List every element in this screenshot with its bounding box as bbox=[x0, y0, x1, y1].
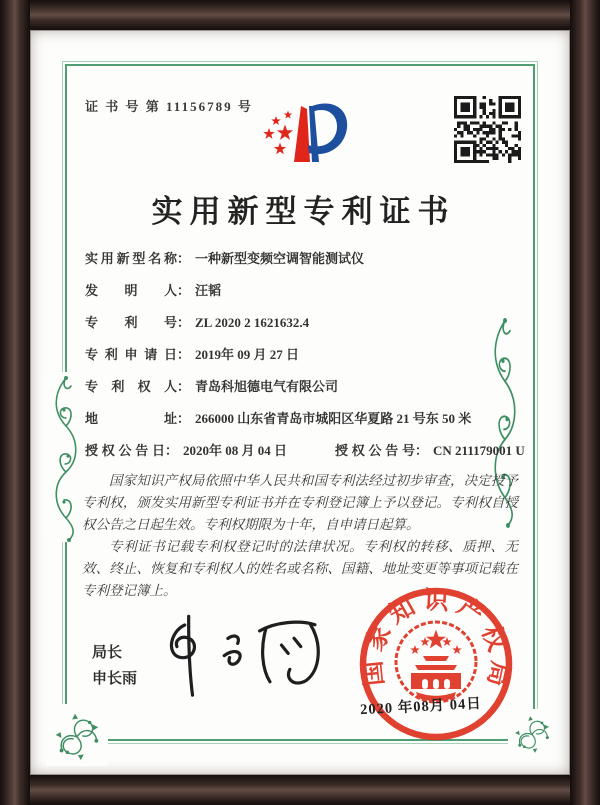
certificate-title: 实用新型专利证书 bbox=[151, 194, 456, 229]
officer-title: 局长 bbox=[92, 645, 123, 661]
field-label: 专利号 bbox=[85, 315, 177, 330]
grant-date-value: 2020年 08 月 04 日 bbox=[183, 443, 288, 458]
field-row-filing-date bbox=[85, 347, 545, 362]
field-colon: ： bbox=[177, 283, 191, 298]
field-colon: ： bbox=[177, 379, 191, 394]
field-row-patentee bbox=[85, 379, 545, 394]
officer-name: 申长雨 bbox=[92, 671, 138, 687]
official-seal-icon bbox=[350, 578, 522, 750]
field-value: 青岛科旭德电气有限公司 bbox=[195, 379, 339, 394]
field-colon: ： bbox=[177, 315, 191, 330]
field-list bbox=[85, 251, 545, 475]
field-value: ZL 2020 2 1621632.4 bbox=[195, 315, 310, 330]
frame-edge-right bbox=[570, 0, 600, 805]
field-label: 专利申请日 bbox=[85, 347, 177, 362]
field-label: 发明人 bbox=[85, 283, 177, 298]
certificate-paper bbox=[30, 30, 570, 775]
field-value: 一种新型变频空调智能测试仪 bbox=[195, 251, 365, 266]
national-emblem-icon bbox=[396, 622, 476, 702]
field-colon: ： bbox=[177, 411, 191, 426]
field-colon: ： bbox=[415, 443, 429, 458]
qr-code bbox=[454, 96, 521, 163]
field-label: 地址 bbox=[85, 411, 177, 426]
field-row-patent-number bbox=[85, 315, 545, 330]
grant-number-label: 授权公告号 bbox=[335, 443, 415, 458]
certificate-number: 证 书 号 第 11156789 号 bbox=[85, 99, 253, 114]
field-value: 2019年 09 月 27 日 bbox=[195, 347, 300, 362]
field-value: 266000 山东省青岛市城阳区华夏路 21 号东 50 米 bbox=[195, 411, 472, 426]
field-colon: ： bbox=[165, 443, 179, 458]
grant-number-value: CN 211179001 U bbox=[433, 443, 525, 458]
field-row-grant bbox=[85, 443, 545, 458]
cnipa-logo-icon bbox=[252, 96, 352, 174]
legal-paragraph-2: 专利证书记载专利权登记时的法律状况。专利权的转移、质押、无效、终止、恢复和专利权人的姓名或名称、国籍、地址变更等事项记载在专利登记簿上。 bbox=[82, 539, 518, 598]
grant-date-label: 授权公告日 bbox=[85, 443, 165, 458]
grant-number-pair bbox=[335, 443, 525, 458]
field-value: 汪韬 bbox=[195, 283, 222, 298]
field-colon: ： bbox=[177, 347, 191, 362]
field-row-name bbox=[85, 251, 545, 266]
legal-paragraph-1: 国家知识产权局依照中华人民共和国专利法经过初步审查，决定授予专利权，颁发实用新型专利证书并在专利登记簿上予以登记。专利权自授权公告之日起生效。专利权期限为十年，自申请日起算。 bbox=[82, 473, 518, 532]
field-row-address bbox=[85, 411, 545, 426]
officer-block bbox=[92, 640, 137, 692]
field-label: 实用新型名称 bbox=[85, 251, 177, 266]
grant-date-pair bbox=[85, 443, 335, 458]
field-row-inventor bbox=[85, 283, 545, 298]
frame-edge-left bbox=[0, 0, 30, 805]
field-label: 专利权人 bbox=[85, 379, 177, 394]
frame-edge-bottom bbox=[0, 775, 600, 805]
seal-date: 2020 年08月 04日 bbox=[359, 695, 483, 719]
seal-ring-text: 国家知识产权局 bbox=[358, 587, 514, 696]
floral-ornament-bottom-left-icon bbox=[46, 704, 108, 766]
frame-edge-top bbox=[0, 0, 600, 30]
field-colon: ： bbox=[177, 251, 191, 266]
director-signature-icon bbox=[150, 605, 338, 707]
